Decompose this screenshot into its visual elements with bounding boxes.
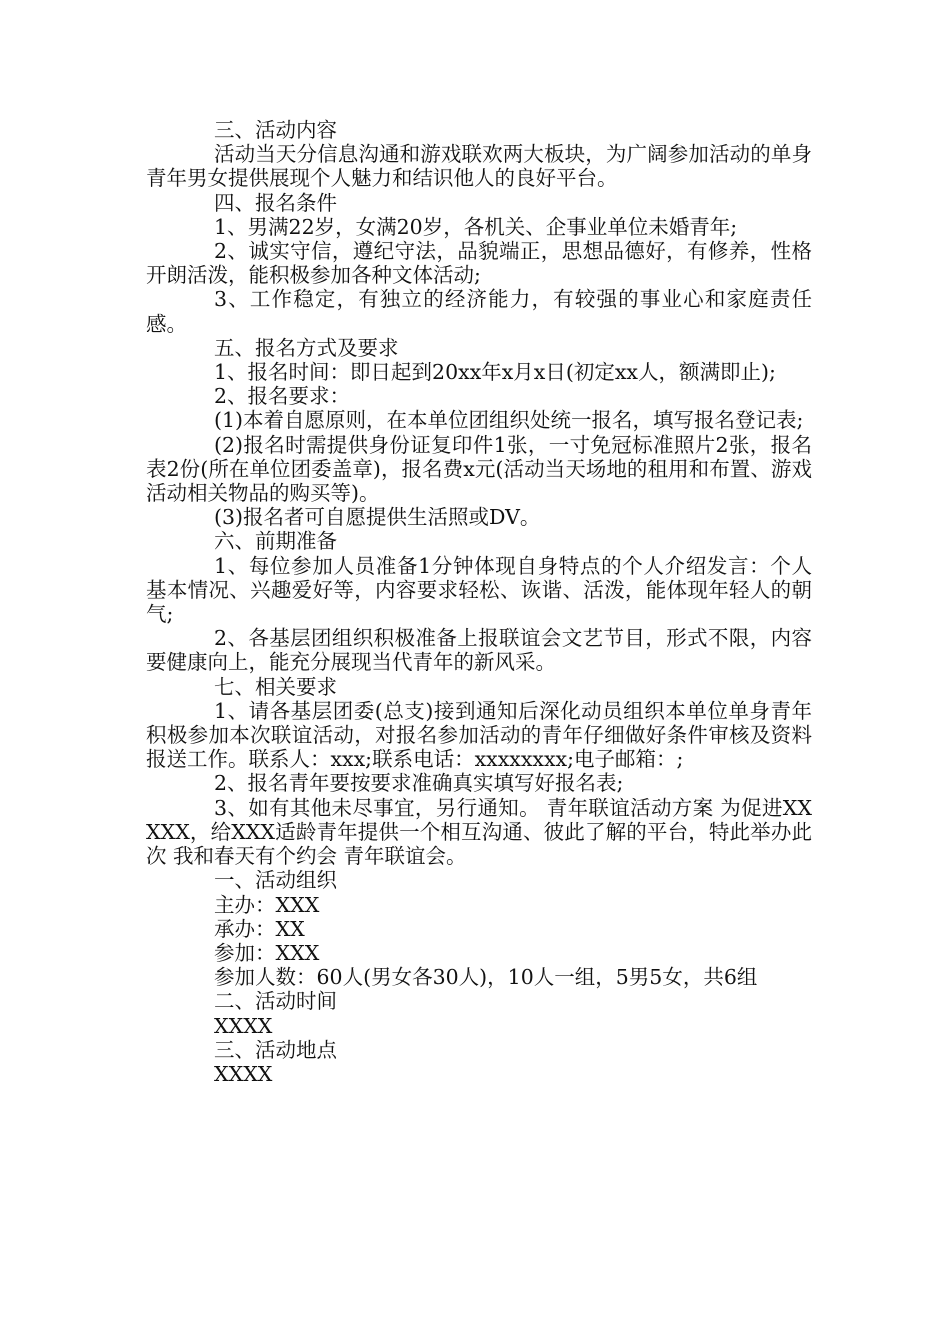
section-heading-registration-method: 五、报名方式及要求 — [214, 335, 399, 360]
section-heading-activity-content: 三、活动内容 — [214, 118, 337, 142]
list-item-related-2: 2、报名青年要按要求准确真实填写好报名表; — [214, 771, 624, 796]
section-heading-organization: 一、活动组织 — [214, 868, 337, 893]
list-item-registration-time: 1、报名时间：即日起到20xx年x月x日(初定xx人，额满即止); — [214, 360, 776, 385]
section-heading-preparation: 六、前期准备 — [214, 529, 337, 554]
list-item-requirement-1: (1)本着自愿原则，在本单位团组织处统一报名，填写报名登记表; — [214, 408, 804, 433]
activity-time-value: XXXX — [214, 1013, 273, 1038]
section-heading-related-requirements: 七、相关要求 — [214, 674, 337, 699]
list-item-condition-3: 3、工作稳定，有独立的经济能力，有较强的事业心和家庭责任感。 — [146, 287, 812, 336]
list-item-preparation-1: 1、每位参加人员准备1分钟体现自身特点的个人介绍发言：个人基本情况、兴趣爱好等，内容要求轻松、诙谐、活泼，能体现年轻人的朝气; — [146, 553, 812, 627]
list-item-registration-requirements: 2、报名要求： — [214, 384, 351, 409]
document-body — [146, 118, 812, 1086]
organizer-host: 主办：XXX — [214, 892, 320, 917]
list-item-condition-2: 2、诚实守信，遵纪守法，品貌端正，思想品德好，有修养，性格开朗活泼，能积极参加各种文体活动; — [146, 239, 812, 288]
organizer-participant: 参加：XXX — [214, 940, 320, 965]
list-item-preparation-2: 2、各基层团组织积极准备上报联谊会文艺节目，形式不限，内容要健康向上，能充分展现当代青年的新风采。 — [146, 626, 812, 675]
list-item-related-3: 3、如有其他未尽事宜，另行通知。 青年联谊活动方案 为促进XXXXX，给XXX适龄青年提供一个相互沟通、彼此了解的平台，特此举办此次 我和春天有个约会 青年联谊会。 — [146, 795, 812, 869]
organizer-undertaker: 承办：XX — [214, 916, 305, 941]
section-heading-activity-location: 三、活动地点 — [214, 1037, 337, 1062]
section-heading-registration-conditions: 四、报名条件 — [214, 190, 337, 215]
activity-location-value: XXXX — [214, 1061, 273, 1086]
paragraph-activity-description: 活动当天分信息沟通和游戏联欢两大板块，为广阔参加活动的单身青年男女提供展现个人魅力和结识他人的良好平台。 — [146, 142, 812, 191]
list-item-requirement-2: (2)报名时需提供身份证复印件1张，一寸免冠标准照片2张，报名表2份(所在单位团委盖章)，报名费x元(活动当天场地的租用和布置、游戏活动相关物品的购买等)。 — [146, 432, 812, 506]
list-item-condition-1: 1、男满22岁，女满20岁，各机关、企事业单位未婚青年; — [214, 214, 738, 239]
list-item-requirement-3: (3)报名者可自愿提供生活照或DV。 — [214, 505, 541, 530]
participant-count: 参加人数：60人(男女各30人)，10人一组，5男5女，共6组 — [214, 965, 758, 990]
list-item-related-1: 1、请各基层团委(总支)接到通知后深化动员组织本单位单身青年积极参加本次联谊活动，对报名参加活动的青年仔细做好条件审核及资料报送工作。联系人：xxx;联系电话：xxxxxxxx;电子邮箱：; — [146, 698, 812, 772]
section-heading-activity-time: 二、活动时间 — [214, 989, 337, 1014]
